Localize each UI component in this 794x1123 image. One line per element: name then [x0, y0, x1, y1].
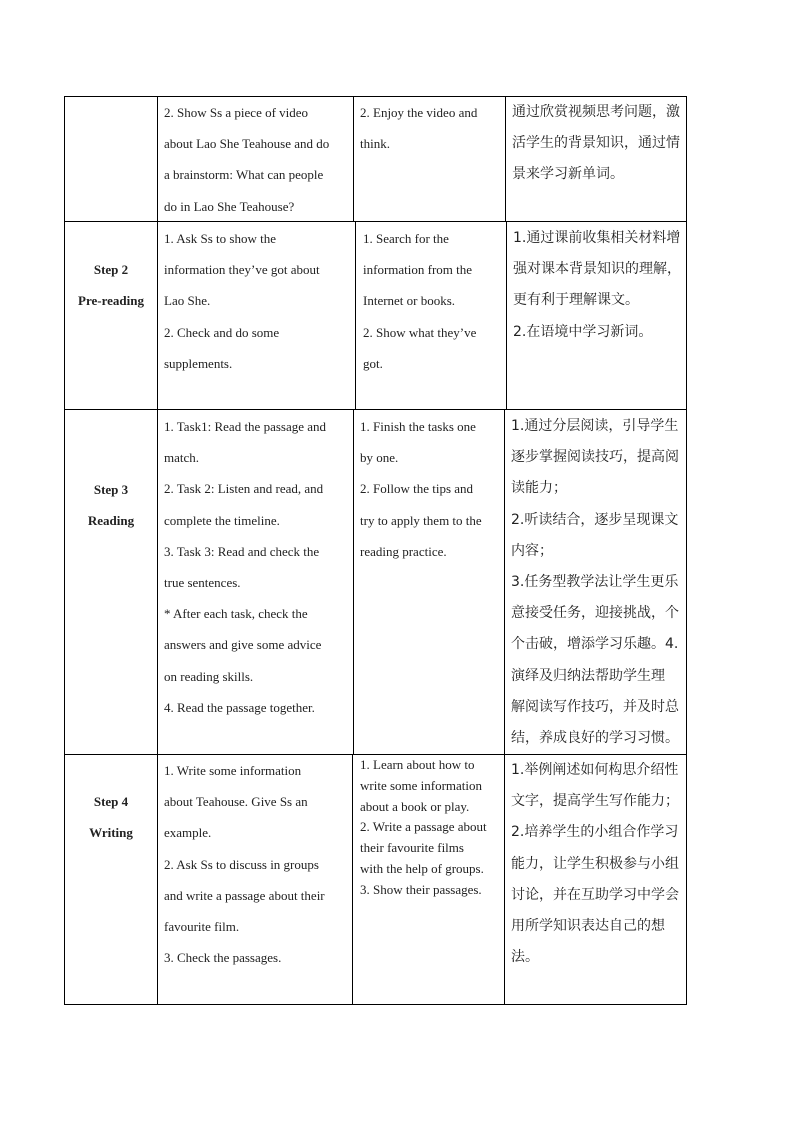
- step-label: Step 2: [93, 262, 129, 277]
- step-title: Writing: [89, 825, 133, 840]
- teacher-activity-cell: 1. Task1: Read the passage and match. 2. Task 2: Listen and read, and complete the timeline. 3. Task 3: Read and check the true sentences. * After each task, check the answers and give some advice on reading skills. 4. Read the passage together.: [164, 419, 327, 715]
- teacher-activity-cell: 1. Write some information about Teahouse. Give Ss an example. 2. Ask Ss to discuss in groups and write a passage about their favourite film. 3. Check the passages.: [164, 763, 325, 966]
- table-border: [353, 96, 354, 222]
- teacher-activity-cell: 2. Show Ss a piece of video about Lao She Teahouse and do a brainstorm: What can people do in Lao She Teahouse?: [164, 105, 330, 214]
- step-label: Step 3: [93, 482, 129, 497]
- table-border: [64, 96, 65, 1005]
- table-border: [504, 754, 505, 1005]
- purpose-cell: 1.通过分层阅读，引导学生 逐步掌握阅读技巧，提高阅 读能力； 2.听读结合，逐步呈现课文 内容； 3.任务型教学法让学生更乐 意接受任务，迎接挑战，个 个击破，增添学习乐趣。4. 演绎及归纳法帮助学生理 解阅读写作技巧，并及时总 结，养成良好的学习习惯。: [511, 418, 679, 747]
- table-border: [686, 96, 687, 1005]
- table-border: [505, 96, 506, 222]
- purpose-cell: 1.通过课前收集相关材料增 强对课本背景知识的理解， 更有利于理解课文。 2.在语境中学习新词。: [513, 230, 681, 340]
- table-border: [355, 221, 356, 410]
- table-border: [352, 754, 353, 1005]
- step-title: Pre-reading: [78, 293, 144, 308]
- purpose-cell: 1.举例阐述如何构思介绍性 文字，提高学生写作能力； 2.培养学生的小组合作学习 能力，让学生积极参与小组 讨论，并在互助学习中学会 用所学知识表达自己的想 法。: [511, 762, 679, 966]
- student-activity-cell: 1. Learn about how to write some information about a book or play. 2. Write a passage about their favourite films with the help of groups. 3. Show their passages.: [360, 757, 487, 897]
- student-activity-cell: 1. Finish the tasks one by one. 2. Follow the tips and try to apply them to the reading practice.: [360, 419, 482, 559]
- table-border: [353, 409, 354, 755]
- teacher-activity-cell: 1. Ask Ss to show the information they’ve got about Lao She. 2. Check and do some supplements.: [164, 231, 320, 371]
- table-border: [157, 96, 158, 1005]
- step-title: Reading: [87, 513, 135, 528]
- table-border: [506, 221, 507, 410]
- table-border: [504, 409, 505, 755]
- student-activity-cell: 1. Search for the information from the Internet or books. 2. Show what they’ve got.: [363, 231, 477, 371]
- student-activity-cell: 2. Enjoy the video and think.: [360, 105, 478, 152]
- step-cell: [65, 786, 157, 848]
- step-label: Step 4: [93, 794, 129, 809]
- step-cell: [65, 254, 157, 316]
- step-cell: [65, 474, 157, 536]
- purpose-cell: 通过欣赏视频思考问题，激 活学生的背景知识，通过情 景来学习新单词。: [512, 104, 680, 183]
